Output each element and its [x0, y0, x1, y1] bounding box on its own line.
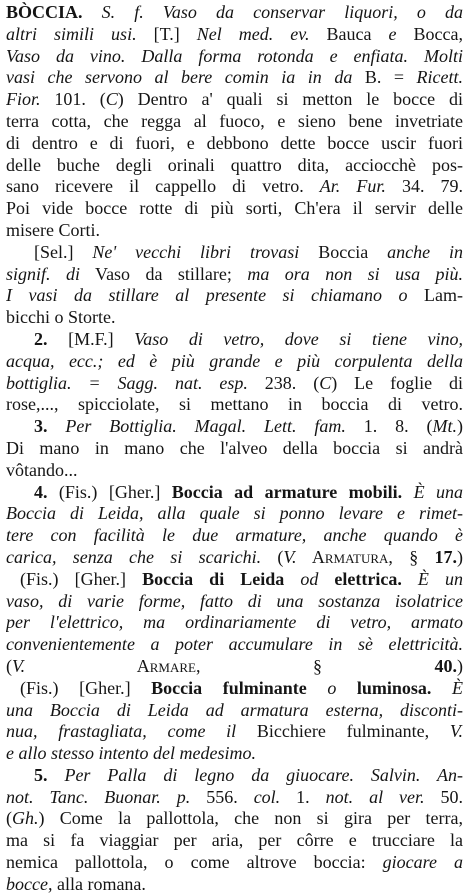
text-run: o: [306, 677, 357, 698]
text-run: I vasi da stillare al presente si chiamano o: [6, 285, 408, 306]
text-run: 17.: [434, 546, 457, 567]
text-line: [6, 460, 463, 482]
text-run: ) Come la pallottola, che non si gira per terra,: [38, 808, 463, 829]
text-run: ma ora non si usa più.: [247, 263, 463, 284]
text-run: Ar. Fur.: [319, 176, 386, 197]
text-line: [6, 394, 463, 416]
text-run: carica, senza che si scarichi.: [6, 546, 262, 567]
text-run: Boccia fulminante: [151, 677, 307, 698]
text-run: Di mano in mano che l'alveo della boccia si andrà: [6, 437, 463, 458]
text-run: 101. (: [40, 89, 106, 110]
text-run: (: [261, 546, 284, 567]
text-run: tere con facilità le due armature, anche quando è: [6, 525, 463, 546]
text-run: È un: [401, 568, 463, 589]
text-line: [6, 351, 463, 373]
text-run: ) Dentro a' quali si metton le bocce di: [117, 89, 463, 110]
text-line: [6, 852, 463, 874]
text-run: , §: [195, 655, 435, 676]
text-run: È: [431, 677, 463, 698]
text-run: Lam-: [407, 285, 463, 306]
text-line: [6, 133, 463, 155]
text-run: nemica pallottola, o come altrove boccia:: [6, 852, 383, 873]
text-run: 2.: [34, 328, 48, 349]
text-run: Armare: [25, 655, 196, 676]
text-run: 238. (: [247, 372, 320, 393]
text-run: acqua, ecc.; ed è più grande e più corpulenta della: [6, 350, 463, 371]
text-run: convenientemente a poter accumulare in sè elettricità.: [6, 634, 463, 655]
text-line: [6, 634, 463, 656]
text-run: per l'elettrico, ma ordinariamente di vetro, armato: [6, 612, 463, 633]
text-run: (: [6, 808, 12, 829]
text-run: bocce,: [6, 873, 53, 894]
text-run: 5.: [34, 764, 48, 785]
text-run: (Fis.) [Gher.]: [20, 568, 143, 589]
text-run: Poi vide bocce rotte di più sorti, Ch'era il servir delle: [6, 198, 463, 219]
text-line: [6, 830, 463, 852]
text-run: nua, frastagliata, come il: [6, 721, 237, 742]
text-run: B. =: [352, 67, 417, 88]
text-run: Nel med. ev.: [196, 23, 310, 44]
text-run: ) Le foglie di: [331, 372, 463, 393]
text-run: Vaso di vetro, dove si tiene vino,: [134, 328, 463, 349]
text-run: Boccia ad armature mobili.: [171, 481, 403, 502]
text-line: [6, 176, 463, 198]
text-run: not. al ver.: [325, 786, 425, 807]
text-run: ): [457, 416, 463, 437]
text-run: terra cotta, che regga al fuoco, e sieno bene invetriate: [6, 110, 463, 131]
text-line: [6, 155, 463, 177]
text-run: [T.]: [136, 23, 197, 44]
text-run: Armatura: [296, 546, 389, 567]
text-line: [6, 591, 463, 613]
text-run: 3.: [34, 416, 48, 437]
text-run: una Boccia di Leida ad armatura esterna, disconti-: [6, 699, 463, 720]
text-run: Fior.: [6, 89, 41, 110]
text-run: Per Bottiglia. Magal. Lett. fam.: [47, 416, 346, 437]
text-run: rose,..., spicciolate, si mettano in boccia di vetro.: [6, 394, 463, 415]
text-run: e allo stesso intento del medesimo.: [6, 743, 256, 764]
text-line: [6, 482, 463, 504]
text-line: [6, 307, 463, 329]
text-run: , §: [388, 546, 435, 567]
text-run: signif. di: [6, 263, 80, 284]
text-run: misere Corti.: [6, 219, 100, 240]
text-line: [6, 416, 463, 438]
text-line: [6, 2, 463, 24]
text-run: od: [284, 568, 335, 589]
text-line: [6, 503, 463, 525]
text-line: [6, 678, 463, 700]
text-run: È una: [402, 481, 463, 502]
text-run: delle buche degli orinali quattro dita, acciocchè pos-: [6, 154, 463, 175]
text-run: alla romana.: [52, 873, 146, 894]
entry-text: [6, 2, 463, 896]
text-run: 50.: [424, 786, 463, 807]
text-run: [Sel.]: [34, 241, 93, 262]
text-line: [6, 242, 463, 264]
text-line: [6, 24, 463, 46]
text-run: giocare a: [382, 852, 463, 873]
text-line: [6, 46, 463, 68]
text-run: bicchi o Storte.: [6, 307, 116, 328]
text-run: 4.: [34, 481, 48, 502]
text-line: [6, 743, 463, 765]
text-run: C: [319, 372, 332, 393]
text-run: 1. 8. (: [345, 416, 433, 437]
text-run: V.: [449, 721, 463, 742]
text-run: 556.: [190, 786, 254, 807]
text-run: altri simili usi.: [6, 23, 137, 44]
text-line: [6, 264, 463, 286]
text-run: vasi che servono al bere comin ia in da: [6, 67, 353, 88]
text-run: luminosa.: [356, 677, 432, 698]
text-run: ): [457, 546, 463, 567]
text-run: BÒCCIA.: [6, 2, 83, 22]
text-run: col.: [253, 786, 281, 807]
text-run: Boccia di Leida: [142, 568, 285, 589]
text-line: [6, 569, 463, 591]
text-run: V.: [12, 655, 26, 676]
text-run: Gh.: [12, 808, 39, 829]
text-run: C: [105, 89, 118, 110]
text-run: Bocca,: [396, 23, 463, 44]
text-run: Boccia di Leida, alla quale si ponno levare e rimet-: [6, 503, 463, 524]
text-line: [6, 700, 463, 722]
text-run: di dentro e di fuori, e debbono dette bocce uscir fuori: [6, 132, 463, 153]
text-line: [6, 525, 463, 547]
text-run: Boccia: [299, 241, 388, 262]
text-line: [6, 198, 463, 220]
text-run: 40.: [434, 655, 457, 676]
text-line: [6, 612, 463, 634]
text-run: e: [388, 23, 397, 44]
text-run: Vaso da vino. Dalla forma rotonda e enfiata. Molti: [6, 45, 463, 66]
text-line: [6, 329, 463, 351]
text-run: (Fis.) [Gher.]: [47, 481, 172, 502]
text-line: [6, 373, 463, 395]
text-line: [6, 547, 463, 569]
text-run: [M.F.]: [47, 328, 135, 349]
text-run: vôtando...: [6, 459, 78, 480]
text-run: elettrica.: [334, 568, 402, 589]
text-run: V.: [283, 546, 297, 567]
text-run: Bicchiere fulminante,: [236, 721, 450, 742]
text-run: Per Palla di legno da giuocare. Salvin. An-: [47, 764, 463, 785]
text-line: [6, 111, 463, 133]
text-run: (: [6, 655, 12, 676]
text-line: [6, 656, 463, 678]
text-run: 1.: [280, 786, 326, 807]
text-line: [6, 220, 463, 242]
text-run: sano ricevere il cappello di vetro.: [6, 176, 320, 197]
text-run: anche in: [387, 241, 463, 262]
text-run: Ne' vecchi libri trovasi: [92, 241, 300, 262]
text-line: [6, 285, 463, 307]
text-line: [6, 67, 463, 89]
text-line: [6, 787, 463, 809]
text-run: Vaso da stillare;: [79, 263, 248, 284]
text-line: [6, 874, 463, 896]
text-run: not. Tanc. Buonar. p.: [6, 786, 191, 807]
text-run: (Fis.) [Gher.]: [20, 677, 152, 698]
text-run: Ricett.: [416, 67, 463, 88]
text-run: bottiglia. = Sagg. nat. esp.: [6, 372, 248, 393]
text-line: [6, 438, 463, 460]
text-run: Mt.: [432, 416, 457, 437]
text-run: ): [457, 655, 463, 676]
text-run: ma si fa viaggiar per aria, per côrre e trucciare la: [6, 830, 463, 851]
text-line: [6, 765, 463, 787]
text-line: [6, 808, 463, 830]
text-line: [6, 721, 463, 743]
text-line: [6, 89, 463, 111]
text-run: Bauca: [309, 23, 389, 44]
text-run: vaso, di varie forme, fatto di una sostanza isolatrice: [6, 590, 463, 611]
text-run: S. f. Vaso da conservar liquori, o da: [82, 2, 463, 22]
text-run: 34. 79.: [385, 176, 463, 197]
